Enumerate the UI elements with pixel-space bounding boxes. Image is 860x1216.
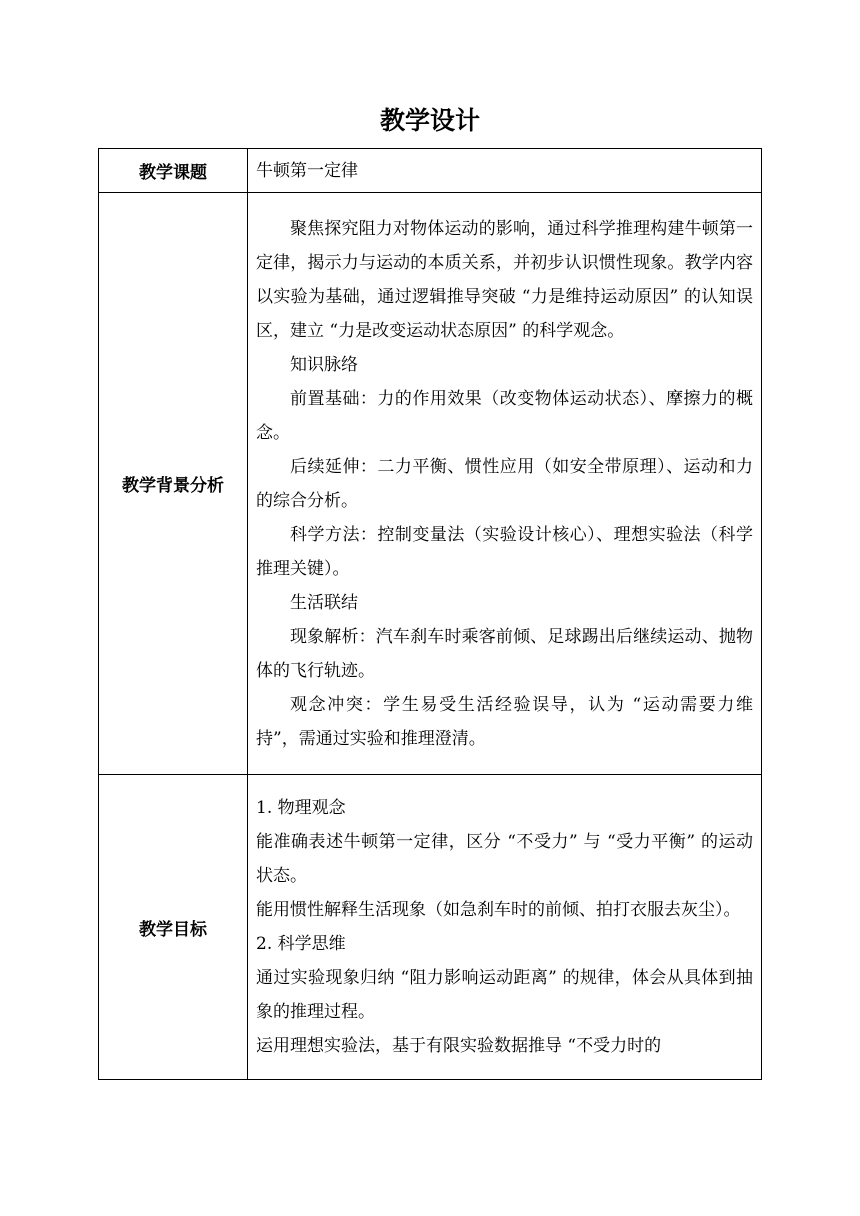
topic-value: 牛顿第一定律 (248, 149, 762, 193)
background-paragraph: 科学方法：控制变量法（实验设计核心）、理想实验法（科学推理关键）。 (256, 524, 753, 579)
background-paragraph: 观念冲突：学生易受生活经验误导，认为 “运动需要力维持”，需通过实验和推理澄清。 (256, 694, 753, 749)
goals-label: 教学目标 (99, 775, 248, 1080)
goal-item: 能准确表述牛顿第一定律，区分 “不受力” 与 “受力平衡” 的运动状态。 (256, 832, 753, 886)
teaching-design-table (98, 148, 762, 1080)
goal-heading-physics-concept: 1. 物理观念 (256, 798, 346, 818)
goal-item: 能用惯性解释生活现象（如急刹车时的前倾、拍打衣服去灰尘）。 (256, 900, 741, 920)
goals-row (99, 775, 762, 1080)
background-content (248, 193, 762, 775)
background-paragraph: 后续延伸：二力平衡、惯性应用（如安全带原理）、运动和力的综合分析。 (256, 456, 753, 511)
knowledge-context-heading: 知识脉络 (290, 354, 358, 375)
topic-row (99, 149, 762, 193)
background-paragraph: 聚焦探究阻力对物体运动的影响，通过科学推理构建牛顿第一定律，揭示力与运动的本质关系，并初步认识惯性现象。教学内容以实验为基础，通过逻辑推导突破 “力是维持运动原因” 的认知误区，建立 “力是改变运动状态原因” 的科学观念。 (256, 218, 753, 341)
goal-item: 运用理想实验法，基于有限实验数据推导 “不受力时的 (256, 1036, 662, 1056)
goal-item: 通过实验现象归纳 “阻力影响运动距离” 的规律，体会从具体到抽象的推理过程。 (256, 968, 753, 1022)
background-paragraph: 前置基础：力的作用效果（改变物体运动状态）、摩擦力的概念。 (256, 388, 753, 443)
goals-content (248, 775, 762, 1080)
document-title: 教学设计 (379, 106, 480, 135)
goal-heading-scientific-thinking: 2. 科学思维 (256, 934, 346, 954)
life-connection-heading: 生活联结 (290, 592, 358, 613)
background-row (99, 193, 762, 775)
background-paragraph: 现象解析：汽车刹车时乘客前倾、足球踢出后继续运动、抛物体的飞行轨迹。 (256, 626, 753, 681)
background-label: 教学背景分析 (99, 193, 248, 775)
topic-label: 教学课题 (99, 149, 248, 193)
